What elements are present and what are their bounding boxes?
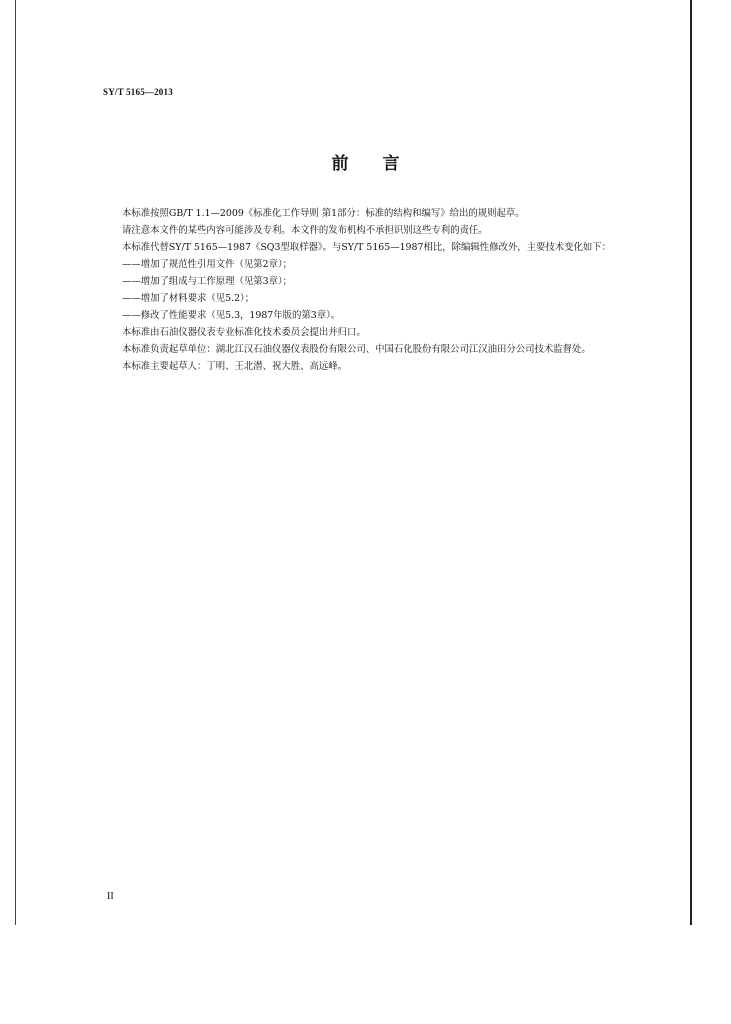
- paragraph-patent-notice: 请注意本文件的某些内容可能涉及专利。本文件的发布机构不承担识别这些专利的责任。: [122, 225, 488, 236]
- foreword-body: [103, 205, 633, 375]
- paragraph-proposer: 本标准由石油仪器仪表专业标准化技术委员会提出并归口。: [122, 327, 366, 338]
- change-item: ——增加了组成与工作原理（见第3章）；: [122, 276, 293, 287]
- page-title: 前言: [331, 154, 434, 174]
- paragraph-drafting-rules: 本标准按照GB/T 1.1—2009《标准化工作导则 第1部分：标准的结构和编写》给出的规则起草。: [122, 208, 525, 219]
- change-item: ——增加了材料要求（见5.2）；: [122, 293, 255, 304]
- scan-edge-left: [15, 0, 16, 925]
- scan-edge-right: [690, 0, 692, 925]
- page-number: II: [107, 891, 114, 902]
- change-item: ——修改了性能要求（见5.3，1987年版的第3章）。: [122, 310, 341, 321]
- paragraph-replacement: 本标准代替SY/T 5165—1987《SQ3型取样器》。与SY/T 5165—1987相比，除编辑性修改外，主要技术变化如下：: [122, 242, 611, 253]
- change-item: ——增加了规范性引用文件（见第2章）；: [122, 259, 293, 270]
- document-code: SY/T 5165—2013: [103, 87, 173, 97]
- paragraph-drafters: 本标准主要起草人：丁明、王北潜、祝大胜、高远峰。: [122, 361, 348, 372]
- paragraph-drafting-units: 本标准负责起草单位：湖北江汉石油仪器仪表股份有限公司、中国石化股份有限公司江汉油田分公司技术监督处。: [122, 344, 591, 355]
